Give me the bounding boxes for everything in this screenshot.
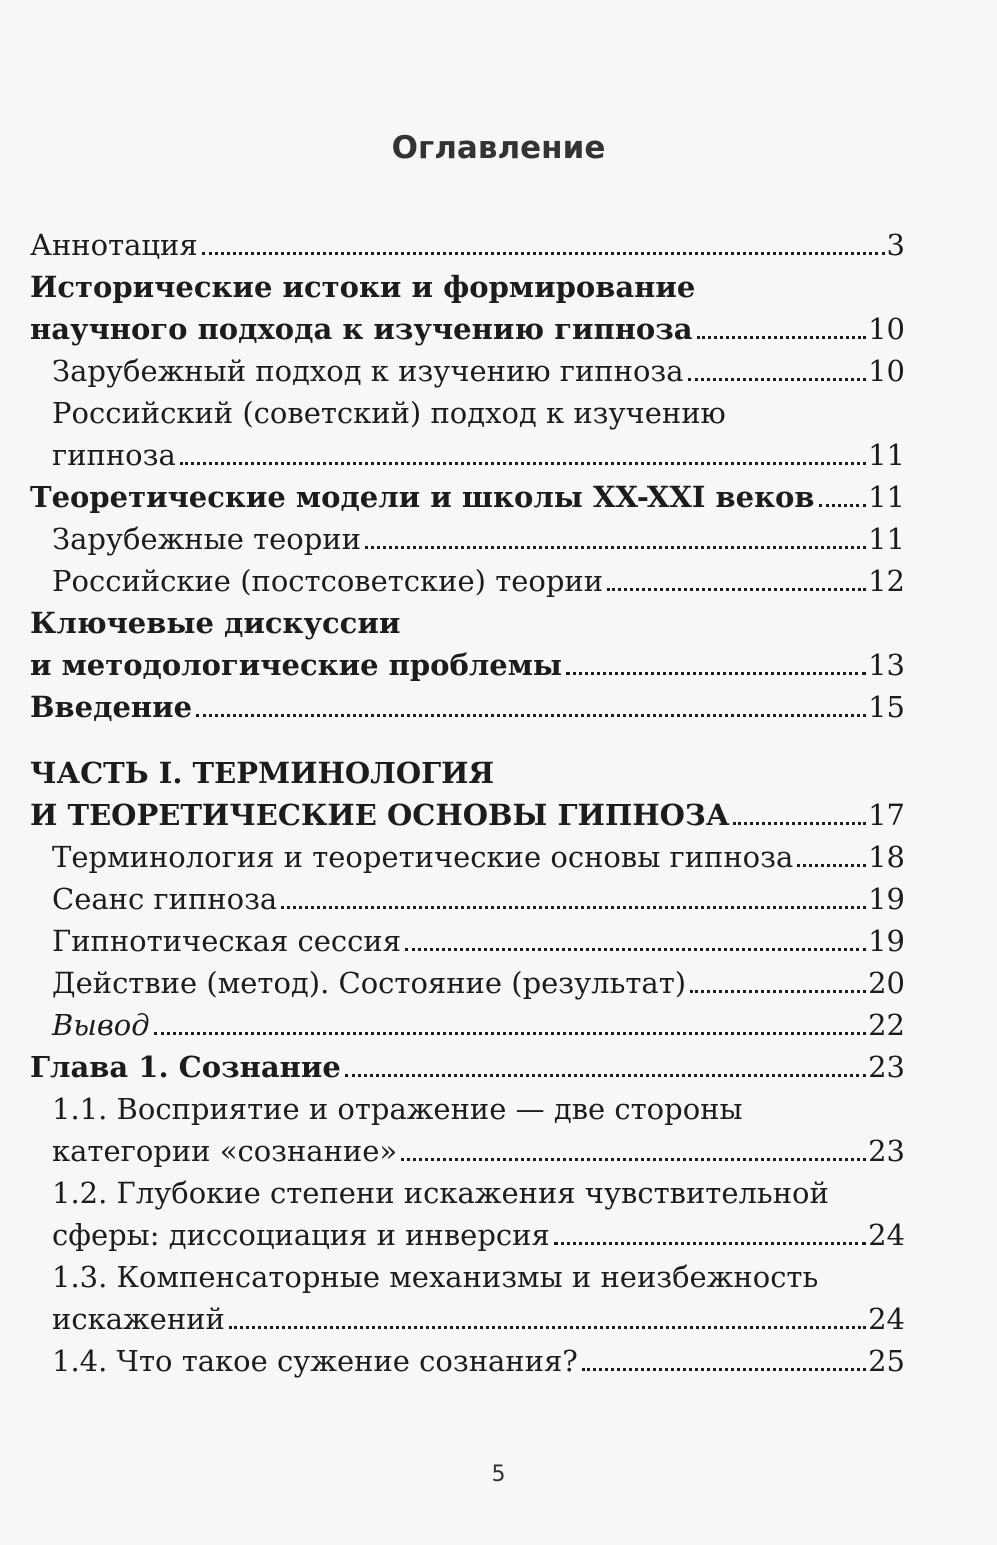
dot-leader (733, 822, 866, 825)
toc-entry-title: научного подхода к изучению гипноза (30, 312, 693, 346)
toc-entry-title: Вывод (52, 1008, 150, 1042)
dot-leader (405, 948, 866, 951)
toc-entry-page: 17 (868, 798, 905, 832)
toc-entry[interactable] (30, 682, 905, 724)
toc-entry-page: 22 (868, 1008, 905, 1042)
toc-entry[interactable] (30, 1168, 905, 1210)
toc-entry-title: Введение (30, 690, 193, 724)
toc-entry[interactable] (30, 1084, 905, 1126)
dot-leader (154, 1032, 866, 1035)
toc-entry-title: Аннотация (30, 228, 198, 262)
toc-entry-title: Исторические истоки и формирование (30, 270, 696, 304)
toc-entry-title: Зарубежные теории (52, 522, 361, 556)
dot-leader (281, 906, 866, 909)
table-of-contents (30, 220, 905, 1378)
toc-entry-page: 13 (868, 648, 905, 682)
toc-entry-page: 23 (868, 1134, 905, 1168)
dot-leader (180, 462, 866, 465)
toc-entry[interactable] (30, 640, 905, 682)
toc-entry[interactable] (30, 346, 905, 388)
dot-leader (229, 1326, 866, 1329)
dot-leader (819, 504, 867, 507)
toc-entry[interactable] (30, 1336, 905, 1378)
page-title: Оглавление (391, 130, 606, 166)
toc-entry-title: Глава 1. Сознание (30, 1050, 341, 1084)
toc-entry[interactable] (30, 1294, 905, 1336)
toc-entry[interactable] (30, 832, 905, 874)
dot-leader (697, 336, 867, 339)
dot-leader (797, 864, 866, 867)
toc-entry-title: ЧАСТЬ I. ТЕРМИНОЛОГИЯ (30, 756, 495, 790)
toc-entry[interactable] (30, 1000, 905, 1042)
dot-leader (690, 990, 866, 993)
toc-entry-page: 18 (868, 840, 905, 874)
toc-entry[interactable] (30, 388, 905, 430)
toc-entry[interactable] (30, 556, 905, 598)
toc-entry-title: И ТЕОРЕТИЧЕСКИЕ ОСНОВЫ ГИПНОЗА (30, 798, 730, 832)
dot-leader (582, 1368, 866, 1371)
toc-entry-page: 11 (868, 522, 905, 556)
toc-entry-page: 19 (868, 882, 905, 916)
dot-leader (365, 546, 866, 549)
toc-entry[interactable] (30, 748, 905, 790)
toc-entry-title: и методологические проблемы (30, 648, 562, 682)
toc-entry-page: 10 (868, 312, 905, 346)
toc-entry-title: 1.1. Восприятие и отражение — две стороны (52, 1092, 743, 1126)
toc-entry-title: сферы: диссоциация и инверсия (52, 1218, 550, 1252)
toc-entry-page: 24 (868, 1218, 905, 1252)
toc-entry[interactable] (30, 472, 905, 514)
toc-entry-page: 19 (868, 924, 905, 958)
dot-leader (202, 252, 885, 255)
toc-entry[interactable] (30, 1042, 905, 1084)
toc-entry[interactable] (30, 1210, 905, 1252)
dot-leader (554, 1242, 866, 1245)
toc-entry[interactable] (30, 430, 905, 472)
toc-entry-title: искажений (52, 1302, 225, 1336)
dot-leader (607, 588, 866, 591)
toc-entry-title: Зарубежный подход к изучению гипноза (52, 354, 684, 388)
toc-entry[interactable] (30, 958, 905, 1000)
toc-entry-title: Российские (постсоветские) теории (52, 564, 604, 598)
toc-entry[interactable] (30, 874, 905, 916)
toc-entry-title: Российский (советский) подход к изучению (52, 396, 726, 430)
page-number: 5 (491, 1462, 506, 1487)
toc-entry-page: 11 (868, 480, 905, 514)
toc-entry[interactable] (30, 598, 905, 640)
toc-entry[interactable] (30, 790, 905, 832)
dot-leader (401, 1158, 866, 1161)
toc-entry-title: 1.2. Глубокие степени искажения чувствительной (52, 1176, 829, 1210)
toc-entry-page: 3 (886, 228, 905, 262)
dot-leader (566, 672, 866, 675)
toc-entry-title: Сеанс гипноза (52, 882, 278, 916)
toc-entry[interactable] (30, 916, 905, 958)
toc-entry[interactable] (30, 262, 905, 304)
toc-entry-title: Теоретические модели и школы XX-XXI веков (30, 480, 815, 514)
toc-entry-page: 15 (868, 690, 905, 724)
toc-entry-page: 12 (868, 564, 905, 598)
toc-entry-page: 11 (868, 438, 905, 472)
toc-entry-title: гипноза (52, 438, 176, 472)
toc-entry-title: Гипнотическая сессия (52, 924, 402, 958)
toc-entry[interactable] (30, 1252, 905, 1294)
toc-entry-title: Действие (метод). Состояние (результат) (52, 966, 687, 1000)
toc-entry[interactable] (30, 1126, 905, 1168)
toc-spacer (30, 724, 905, 748)
toc-entry-title: 1.4. Что такое сужение сознания? (52, 1344, 578, 1378)
toc-entry[interactable] (30, 220, 905, 262)
toc-entry-page: 23 (868, 1050, 905, 1084)
toc-entry-page: 20 (868, 966, 905, 1000)
toc-entry-title: категории «сознание» (52, 1134, 398, 1168)
toc-entry-page: 25 (868, 1344, 905, 1378)
dot-leader (345, 1074, 866, 1077)
toc-entry-title: Терминология и теоретические основы гипноза (52, 840, 794, 874)
toc-entry-title: Ключевые дискуссии (30, 606, 401, 640)
toc-entry-page: 10 (868, 354, 905, 388)
toc-entry[interactable] (30, 304, 905, 346)
toc-entry-title: 1.3. Компенсаторные механизмы и неизбежность (52, 1260, 819, 1294)
toc-entry-page: 24 (868, 1302, 905, 1336)
toc-entry[interactable] (30, 514, 905, 556)
dot-leader (688, 378, 867, 381)
dot-leader (196, 714, 866, 717)
